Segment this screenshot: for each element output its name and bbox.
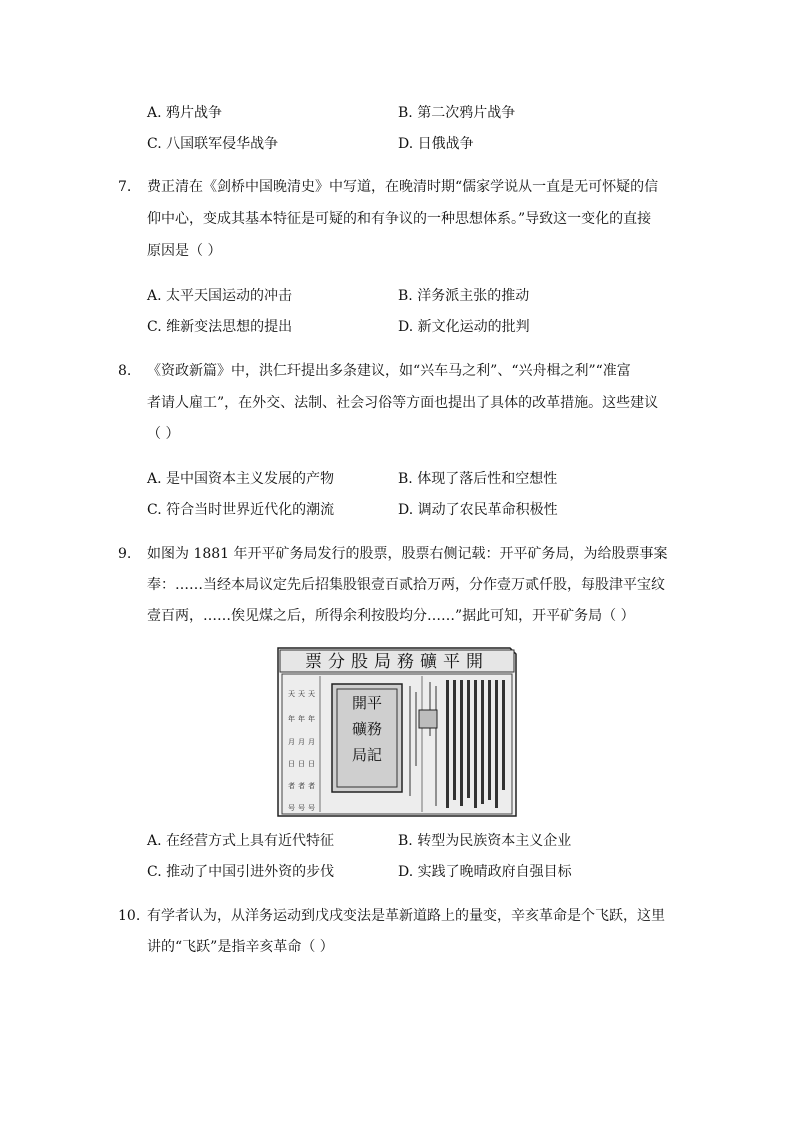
q6-option-d: D. 日俄战争 (398, 136, 474, 152)
q10-stem-line-1: 有学者认为，从洋务运动到戊戌变法是革新道路上的量变，辛亥革命是个飞跃，这里 (147, 908, 665, 924)
q7-option-d: D. 新文化运动的批判 (398, 319, 530, 335)
svg-text:年: 年 (308, 715, 315, 723)
q9-option-c: C. 推动了中国引进外资的步伐 (147, 864, 335, 880)
q7-option-c: C. 维新变法思想的提出 (147, 319, 293, 335)
svg-text:日: 日 (308, 760, 315, 768)
svg-text:月: 月 (298, 738, 305, 746)
q7-option-a: A. 太平天国运动的冲击 (147, 288, 293, 304)
q7-stem-line-2: 仰中心，变成其基本特征是可疑的和有争议的一种思想体系。”导致这一变化的直接 (147, 211, 652, 227)
q8-stem-line-1: 《资政新篇》中，洪仁玕提出多条建议，如“兴车马之利”、“兴舟楫之利”“准富 (147, 363, 631, 379)
q10-number: 10. (118, 908, 141, 924)
q8-option-c: C. 符合当时世界近代化的潮流 (147, 502, 335, 518)
svg-text:天: 天 (308, 690, 315, 698)
q8-number: 8. (118, 363, 132, 379)
svg-text:天: 天 (288, 690, 295, 698)
q9-option-d: D. 实践了晚晴政府自强目标 (398, 864, 572, 880)
svg-text:日: 日 (288, 760, 295, 768)
q9-stem-line-2: 奉：……当经本局议定先后招集股银壹百贰拾万两，分作壹万贰仟股，每股津平宝纹 (147, 577, 665, 593)
svg-text:号: 号 (288, 804, 295, 812)
svg-text:天: 天 (298, 690, 305, 698)
q9-number: 9. (118, 546, 132, 562)
svg-text:月: 月 (288, 738, 295, 746)
svg-text:号: 号 (298, 804, 305, 812)
svg-text:日: 日 (298, 760, 305, 768)
stamp-line-2: 礦務 (351, 720, 383, 738)
q9-stem-line-3: 壹百两，……俟见煤之后，所得余利按股均分……”据此可知，开平矿务局（ ） (147, 608, 635, 624)
q6-option-b: B. 第二次鸦片战争 (398, 105, 516, 121)
q6-option-c: C. 八国联军侵华战争 (147, 136, 279, 152)
q8-option-a: A. 是中国资本主义发展的产物 (147, 471, 335, 487)
svg-text:号: 号 (308, 804, 315, 812)
q8-stem-line-3: （ ） (147, 426, 180, 442)
q9-stem-line-1: 如图为 1881 年开平矿务局发行的股票，股票右侧记载：开平矿务局，为给股票事案 (147, 546, 668, 562)
q10-stem-line-2: 讲的“飞跃”是指辛亥革命（ ） (147, 939, 334, 955)
stock-certificate-image (274, 646, 518, 818)
q9-option-b: B. 转型为民族资本主义企业 (398, 833, 572, 849)
svg-text:者: 者 (298, 782, 305, 790)
q7-stem-line-1: 费正清在《剑桥中国晚清史》中写道，在晚清时期“儒家学说从一直是无可怀疑的信 (147, 179, 659, 195)
svg-text:月: 月 (308, 738, 315, 746)
q8-option-d: D. 调动了农民革命积极性 (398, 502, 558, 518)
q8-stem-line-2: 者请人雇工”，在外交、法制、社会习俗等方面也提出了具体的改革措施。这些建议 (147, 395, 659, 411)
q9-option-a: A. 在经营方式上具有近代特征 (147, 833, 335, 849)
q7-option-b: B. 洋务派主张的推动 (398, 288, 530, 304)
certificate-header-text: 票分股局務礦平開 (305, 652, 489, 672)
q8-option-b: B. 体现了落后性和空想性 (398, 471, 558, 487)
svg-text:者: 者 (308, 782, 315, 790)
stamp-line-1: 開平 (351, 694, 383, 712)
stamp-line-3: 局記 (351, 746, 383, 764)
svg-text:者: 者 (288, 782, 295, 790)
q7-number: 7. (118, 179, 132, 195)
q6-option-a: A. 鸦片战争 (147, 105, 223, 121)
svg-text:年: 年 (288, 715, 295, 723)
svg-text:年: 年 (298, 715, 305, 723)
q7-stem-line-3: 原因是（ ） (147, 243, 222, 259)
